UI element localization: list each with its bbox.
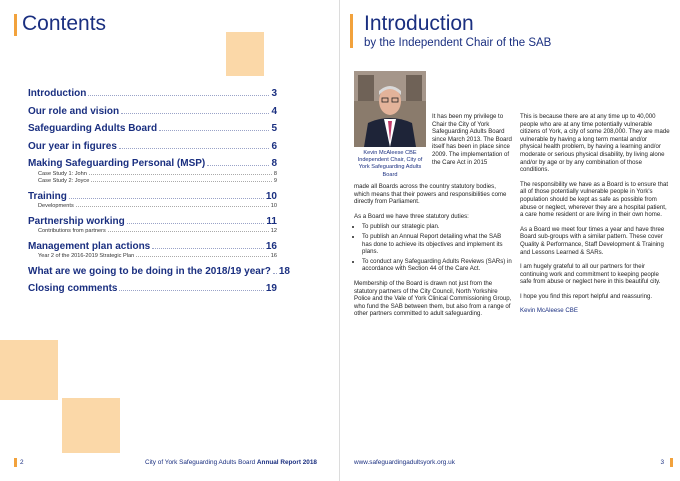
page-subtitle: by the Independent Chair of the SAB (364, 37, 552, 49)
toc-leader-dots (159, 130, 269, 131)
toc-leader-dots (89, 174, 272, 175)
toc-entry[interactable] (28, 88, 277, 99)
toc-entry-title: Case Study 2: Joyce (38, 178, 90, 184)
toc-page-number: 8 (271, 158, 277, 169)
duty-item: • To publish an Annual Report detailing what the SAB has done to achieve its objectives and implement its plans. (362, 233, 512, 256)
toc-page-number: 6 (271, 140, 277, 152)
toc-page-number: 12 (270, 228, 277, 234)
toc-leader-dots (152, 248, 264, 249)
intro-paragraph: It has been my privilege to Chair the City of York Safeguarding Adults Board since March 2013. The Board itself has been in place since 2009. The implementation of the Care Act in 2015 (432, 113, 512, 166)
toc-leader-dots (127, 223, 265, 224)
toc-entry-title: Training (28, 190, 67, 202)
toc-subentry[interactable] (28, 203, 277, 209)
toc-page-number: 10 (265, 190, 277, 202)
toc-entry-title: Year 2 of the 2016-2019 Strategic Plan (38, 253, 135, 259)
header-accent-bar (350, 14, 353, 48)
chair-portrait (354, 71, 426, 147)
decorative-block (226, 32, 264, 76)
footer-accent-bar (14, 458, 17, 467)
signature: Kevin McAleese CBE (520, 307, 578, 315)
toc-leader-dots (91, 181, 272, 182)
intro-column-top (432, 113, 512, 173)
column-2-paragraphs (520, 113, 670, 300)
decorative-block (0, 340, 58, 400)
toc-subentry[interactable] (28, 178, 277, 184)
intro-paragraph: made all Boards across the country statutory bodies, which means that their powers and responsibilities come directly from Parliament. (354, 183, 507, 206)
page-number: 2 (20, 459, 24, 466)
toc-page-number: 16 (265, 240, 277, 252)
toc-entry-title: Safeguarding Adults Board (28, 123, 158, 134)
toc-page-number: 11 (266, 215, 277, 227)
duty-item: • To conduct any Safeguarding Adults Reviews (SARs) in accordance with Section 44 of the Care Act. (362, 258, 512, 273)
toc-subentry[interactable] (28, 253, 277, 259)
toc-page-number: 8 (273, 170, 277, 177)
toc-entry-title: Partnership working (28, 215, 125, 227)
toc-entry-title: Case Study 1: John (38, 170, 87, 177)
right-page (340, 0, 680, 481)
intro-paragraph: I am hugely grateful to all our partners for their continuing work and commitment to keeping people safe from abuse or neglect here in this beautiful city. (520, 263, 661, 286)
toc-entry[interactable] (28, 265, 290, 277)
toc-entry-title: Management plan actions (28, 240, 151, 252)
duties-intro: As a Board we have three statutory duties: (354, 212, 469, 220)
toc-page-number: 19 (265, 283, 277, 294)
toc-leader-dots (207, 165, 269, 166)
toc-page-number: 10 (270, 203, 277, 209)
toc-entry[interactable] (28, 123, 277, 134)
table-of-contents (28, 88, 290, 294)
duties-list (354, 223, 512, 273)
toc-entry-title: Contributions from partners (38, 228, 106, 234)
page-title: Contents (22, 12, 107, 35)
toc-entry[interactable] (28, 141, 277, 152)
toc-leader-dots (273, 273, 277, 274)
intro-paragraph: I hope you find this report helpful and reassuring. (520, 292, 653, 300)
toc-entry[interactable] (28, 283, 277, 294)
toc-page-number: 16 (270, 253, 277, 259)
toc-page-number: 18 (278, 265, 290, 277)
toc-leader-dots (76, 206, 269, 207)
toc-entry-title: What are we going to be doing in the 2018/19 year? (28, 265, 271, 277)
intro-column-1 (354, 183, 512, 325)
toc-entry[interactable] (28, 158, 277, 169)
toc-entry-title: Introduction (28, 88, 87, 99)
page-title: Introduction (364, 12, 474, 35)
toc-leader-dots (136, 256, 269, 257)
toc-leader-dots (88, 95, 269, 96)
duty-item: • To publish our strategic plan. (362, 223, 512, 231)
toc-subentry[interactable] (28, 171, 277, 177)
intro-paragraph: The responsibility we have as a Board is to ensure that all of those potentially vulnerable people in York's population should be kept as safe as possible from abuse or neglect, wherever they are a hospital patient, a care home resident or are living in their own home. (520, 180, 669, 219)
toc-entry-title: Our role and vision (28, 105, 120, 117)
toc-page-number: 4 (271, 105, 277, 117)
photo-caption: Kevin McAleese CBE Independent Chair, City of York Safeguarding Adults Board (357, 150, 423, 178)
intro-paragraph: As a Board we meet four times a year and have three Board sub-groups with a similar pattern. These cover Quality & Performance, Staff Development & Training and Lessons Learned & SARs. (520, 225, 665, 256)
header-accent-bar (14, 14, 17, 36)
toc-entry[interactable] (28, 216, 277, 227)
toc-entry-title: Our year in figures (28, 140, 117, 152)
footer-website[interactable]: www.safeguardingadultsyork.org.uk (354, 459, 455, 466)
toc-leader-dots (121, 113, 269, 114)
page-number: 3 (660, 459, 664, 466)
toc-entry[interactable] (28, 106, 277, 117)
toc-entry-title: Developments (38, 203, 74, 209)
footer-accent-bar (670, 458, 673, 467)
toc-page-number: 9 (273, 178, 277, 184)
toc-leader-dots (119, 290, 263, 291)
intro-column-2 (520, 113, 670, 322)
toc-entry-title: Making Safeguarding Personal (MSP) (28, 158, 206, 169)
toc-leader-dots (119, 148, 270, 149)
toc-page-number: 3 (271, 88, 277, 99)
intro-paragraph: This is because there are at any time up to 40,000 people who are at any time potentially vulnerable citizens of York, a city of some 208,000. They are made vulnerable by having a long term mental and/or physical health problem, by having a learning and/or moderate or serious physical disability, by living alone and/or by age or by any combination of those conditions. (520, 113, 670, 174)
footer-report-title: City of York Safeguarding Adults Board Annual Report 2018 (145, 459, 317, 466)
membership-paragraph: Membership of the Board is drawn not just from the statutory partners of the City Council, North Yorkshire Police and the Vale of York Clinical Commissioning Group, who fund the SAB between them, but also from a range of other partners committed to adult safeguarding. (354, 279, 512, 318)
toc-entry[interactable] (28, 241, 277, 252)
toc-entry[interactable] (28, 191, 277, 202)
toc-page-number: 5 (271, 123, 277, 134)
toc-entry-title: Closing comments (28, 283, 118, 294)
toc-subentry[interactable] (28, 228, 277, 234)
toc-leader-dots (69, 198, 264, 199)
toc-leader-dots (108, 231, 269, 232)
decorative-block (62, 398, 120, 453)
